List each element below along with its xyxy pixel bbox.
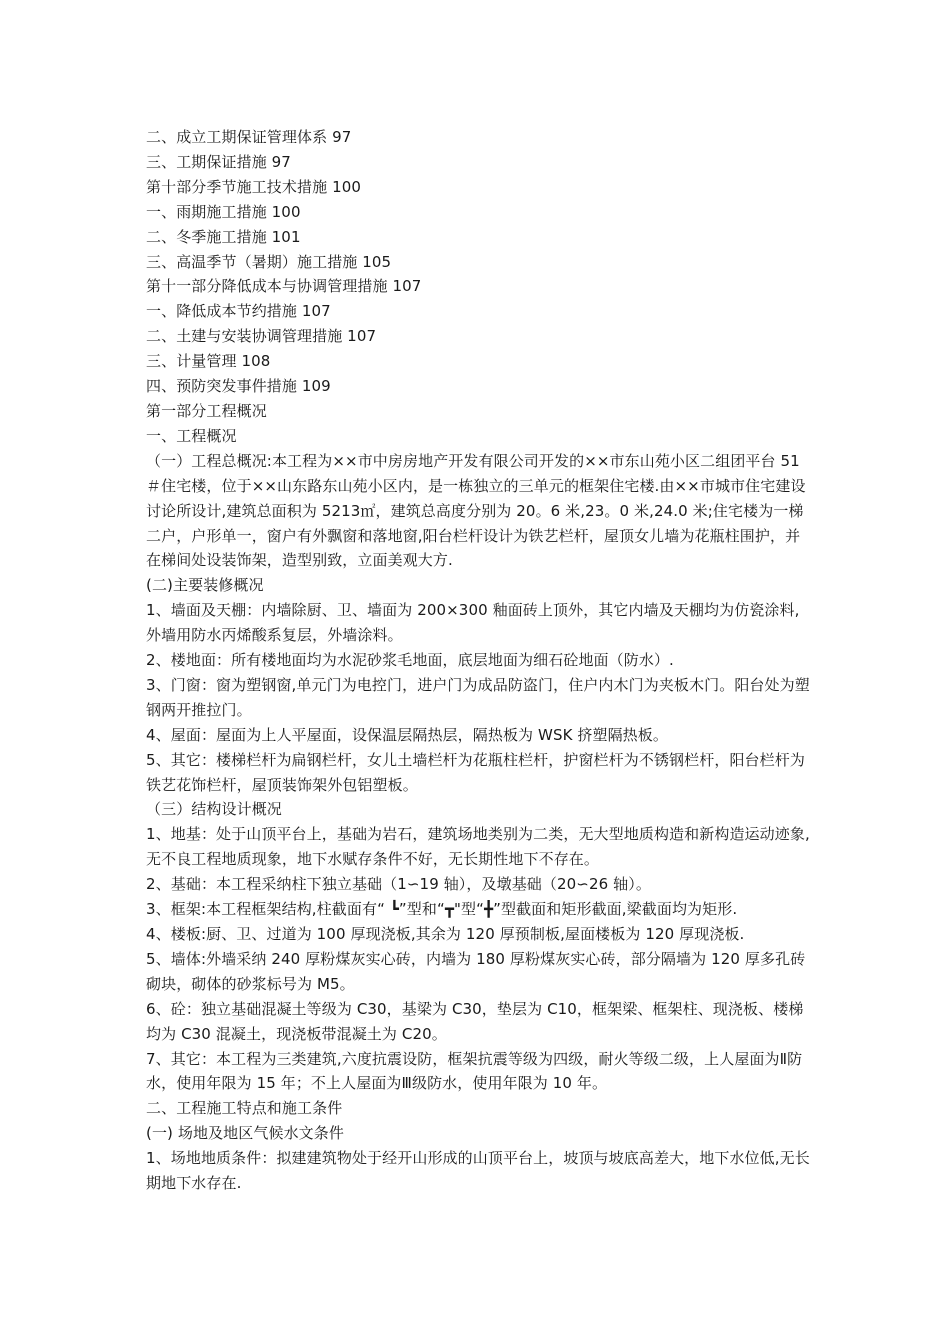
document-page	[146, 125, 816, 1196]
section-heading: 一、工程概况	[146, 426, 237, 445]
toc-line: 四、预防突发事件措施 109	[146, 377, 331, 396]
struct-item: 6、砼：独立基础混凝土等级为 C30，基梁为 C30，垫层为 C10，框架梁、框架柱、现浇板、楼梯均为 C30 混凝土，现浇板带混凝土为 C20。	[146, 999, 804, 1043]
struct-item: 5、墙体:外墙采纳 240 厚粉煤灰实心砖，内墙为 180 厚粉煤灰实心砖，部分隔墙为 120 厚多孔砖砌块，砌体的砂浆标号为 M5。	[146, 949, 806, 993]
decor-item: 5、其它：楼梯栏杆为扁钢栏杆，女儿土墙栏杆为花瓶柱栏杆，护窗栏杆为不锈钢栏杆，阳台栏杆为铁艺花饰栏杆，屋顶装饰架外包铝塑板。	[146, 750, 805, 794]
toc-line: 一、雨期施工措施 100	[146, 202, 301, 221]
toc-line: 二、成立工期保证管理体系 97	[146, 128, 352, 146]
struct-item: 3、框架:本工程框架结构,柱截面有“ ┗”型和“┳"型“╋”型截面和矩形截面,梁截面均为矩形.	[146, 900, 738, 919]
overview-paragraph: （一）工程总概况:本工程为××市中房房地产开发有限公司开发的××市东山苑小区二组团平台 51＃住宅楼，位于××山东路东山苑小区内，是一栋独立的三单元的框架住宅楼.由××市城市住宅建设讨论所设计,建筑总面积为 5213㎡，建筑总高度分别为 20。6 米,23。0 米,24.0 米;住宅楼为一梯二户，户形单一，窗户有外飘窗和落地窗,阳台栏杆设计为铁艺栏杆，屋顶女儿墙为花瓶柱围护，并在梯间处设装饰架，造型别致，立面美观大方.	[146, 451, 806, 570]
decor-item: 2、楼地面：所有楼地面均为水泥砂浆毛地面，底层地面为细石砼地面（防水）.	[146, 651, 674, 670]
struct-item: 4、楼板:厨、卫、过道为 100 厚现浇板,其余为 120 厚预制板,屋面楼板为 120 厚现浇板.	[146, 925, 745, 943]
subsection-heading: (二)主要装修概况	[146, 576, 264, 595]
toc-line: 三、工期保证措施 97	[146, 152, 291, 171]
decor-item: 4、屋面：屋面为上人平屋面，设保温层隔热层，隔热板为 WSK 挤塑隔热板。	[146, 725, 668, 744]
struct-item: 2、基础：本工程采纳柱下独立基础（1∽19 轴），及墩基础（20∽26 轴）。	[146, 875, 651, 894]
toc-line: 二、冬季施工措施 101	[146, 227, 301, 246]
decor-item: 3、门窗：窗为塑钢窗,单元门为电控门，进户门为成品防盗门，住户内木门为夹板木门。阳台处为塑钢两开推拉门。	[146, 675, 810, 719]
toc-line: 第十一部分降低成本与协调管理措施 107	[146, 277, 422, 296]
decor-item: 1、墙面及天棚：内墙除厨、卫、墙面为 200×300 釉面砖上顶外，其它内墙及天棚均为仿瓷涂料,外墙用防水丙烯酸系复层，外墙涂料。	[146, 601, 800, 645]
toc-line: 一、降低成本节约措施 107	[146, 302, 331, 321]
part-heading: 第一部分工程概况	[146, 401, 267, 420]
toc-line: 二、土建与安装协调管理措施 107	[146, 327, 377, 346]
toc-line: 第十部分季节施工技术措施 100	[146, 177, 361, 196]
subsection-heading: （三）结构设计概况	[146, 800, 282, 819]
site-item: 1、场地地质条件：拟建建筑物处于经开山形成的山顶平台上，坡顶与坡底高差大，地下水位低,无长期地下水存在.	[146, 1149, 810, 1193]
struct-item: 1、地基：处于山顶平台上，基础为岩石，建筑场地类别为二类，无大型地质构造和新构造运动迹象,无不良工程地质现象，地下水赋存条件不好，无长期性地下不存在。	[146, 825, 810, 869]
subsection-heading: (一) 场地及地区气候水文条件	[146, 1124, 344, 1143]
section-heading: 二、工程施工特点和施工条件	[146, 1099, 343, 1118]
struct-item: 7、其它：本工程为三类建筑,六度抗震设防，框架抗震等级为四级，耐火等级二级，上人屋面为Ⅱ防水，使用年限为 15 年；不上人屋面为Ⅲ级防水，使用年限为 10 年。	[146, 1049, 803, 1093]
toc-line: 三、高温季节（暑期）施工措施 105	[146, 252, 392, 271]
toc-line: 三、计量管理 108	[146, 352, 271, 371]
